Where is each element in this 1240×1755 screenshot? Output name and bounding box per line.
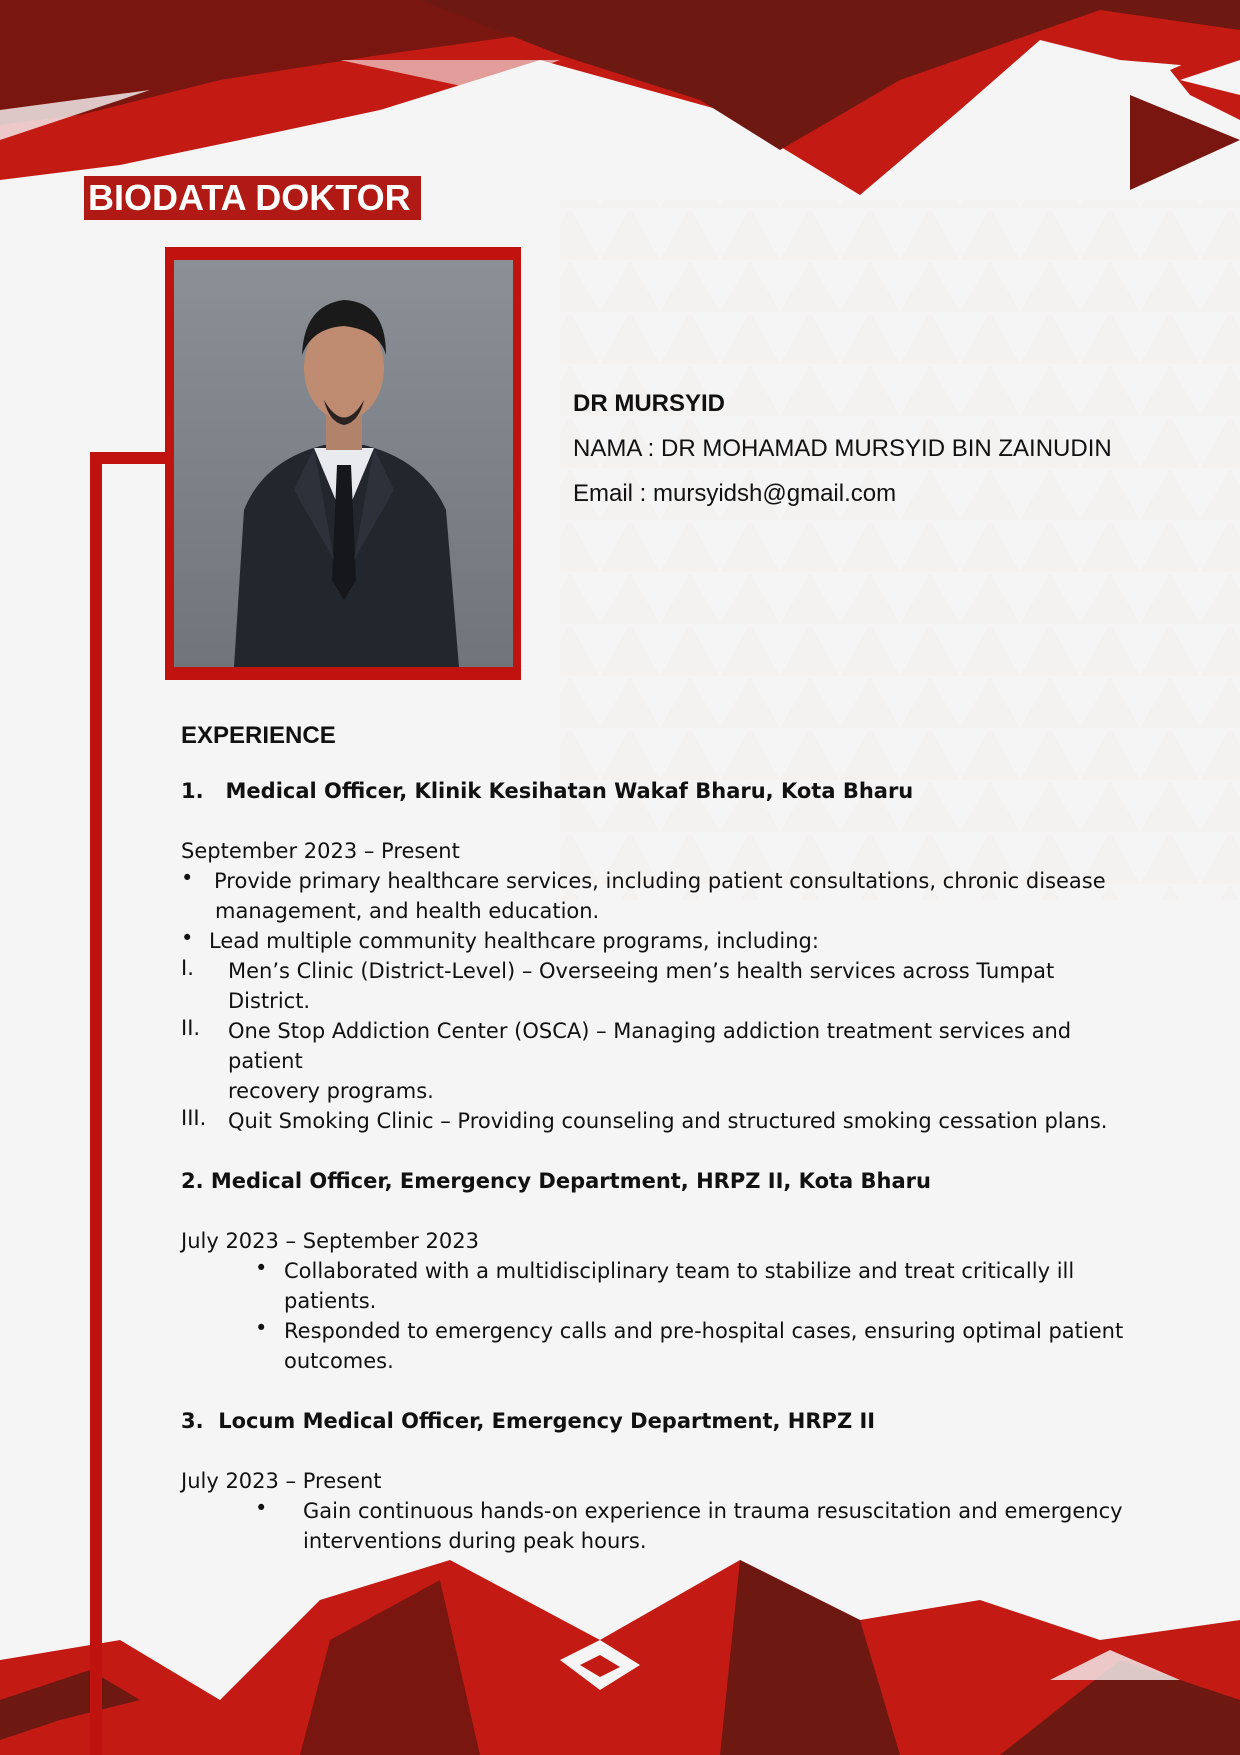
list-number: II. <box>181 1016 201 1040</box>
display-name: DR MURSYID <box>573 390 726 417</box>
list-item: • Collaborated with a multidisciplinary team to stabilize and treat critically ill patients. <box>255 1256 1075 1313</box>
job-title: 2. Medical Officer, Emergency Department, HRPZ II, Kota Bharu <box>181 1169 931 1193</box>
bullet-icon: • <box>181 926 194 950</box>
list-item: • Lead multiple community healthcare programs, including: <box>181 926 819 953</box>
job-date: July 2023 – September 2023 <box>181 1229 479 1253</box>
job-title: 1. Medical Officer, Klinik Kesihatan Wakaf Bharu, Kota Bharu <box>181 779 914 803</box>
profile-info <box>573 390 1112 525</box>
email: Email : mursyidsh@gmail.com <box>573 480 897 507</box>
job-date: July 2023 – Present <box>181 1469 382 1493</box>
bullet-icon: • <box>181 866 194 890</box>
list-number: I. <box>181 956 194 980</box>
job-date: September 2023 – Present <box>181 839 460 863</box>
job-title: 3. Locum Medical Officer, Emergency Department, HRPZ II <box>181 1409 876 1433</box>
list-item: III. Quit Smoking Clinic – Providing counseling and structured smoking cessation plans. <box>181 1106 1108 1133</box>
list-item: • Responded to emergency calls and pre-hospital cases, ensuring optimal patient outcomes. <box>255 1316 1124 1373</box>
full-name: NAMA : DR MOHAMAD MURSYID BIN ZAINUDIN <box>573 435 1112 462</box>
experience-heading: EXPERIENCE <box>181 722 336 749</box>
decorative-horizontal-line <box>90 452 168 464</box>
list-item: I. Men’s Clinic (District-Level) – Overseeing men’s health services across Tumpat District. <box>181 956 1055 1013</box>
profile-photo-frame <box>165 247 521 680</box>
bullet-icon: • <box>255 1496 268 1520</box>
profile-photo <box>174 260 513 667</box>
list-item: • Gain continuous hands-on experience in trauma resuscitation and emergency interventions during peak hours. <box>255 1496 1123 1553</box>
experience-section <box>181 722 1141 1556</box>
bullet-icon: • <box>255 1316 268 1340</box>
list-item: II. One Stop Addiction Center (OSCA) – Managing addiction treatment services and patient recovery programs. <box>181 1016 1072 1103</box>
person-portrait-icon <box>174 260 513 667</box>
page-title: BIODATA DOKTOR <box>84 176 421 220</box>
list-number: III. <box>181 1106 207 1130</box>
list-item: • Provide primary healthcare services, including patient consultations, chronic disease management, and health education. <box>181 866 1106 923</box>
bullet-icon: • <box>255 1256 268 1280</box>
decorative-vertical-line <box>90 452 102 1755</box>
